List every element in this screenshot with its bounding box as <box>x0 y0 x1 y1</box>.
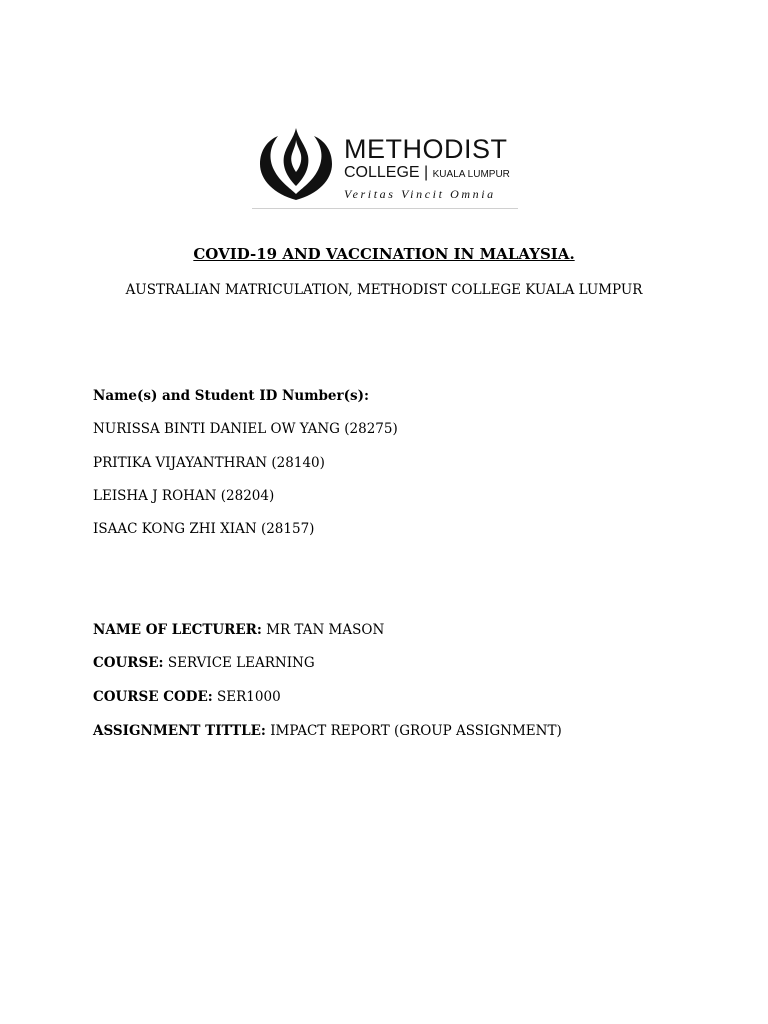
course-code-line <box>93 689 281 705</box>
document-title: COVID-19 AND VACCINATION IN MALAYSIA. <box>193 245 575 263</box>
course-line <box>93 655 315 671</box>
assignment-title-value: IMPACT REPORT (GROUP ASSIGNMENT) <box>270 723 562 739</box>
student-3: LEISHA J ROHAN (28204) <box>93 488 275 504</box>
logo-name: METHODIST <box>344 134 508 164</box>
document-subtitle: AUSTRALIAN MATRICULATION, METHODIST COLLEGE KUALA LUMPUR <box>125 282 643 298</box>
lecturer-value: MR TAN MASON <box>266 622 385 638</box>
logo-college: COLLEGE | KUALA LUMPUR <box>344 164 510 181</box>
course-value: SERVICE LEARNING <box>167 655 315 671</box>
lecturer-label: NAME OF LECTURER: <box>93 622 262 638</box>
assignment-title-label: ASSIGNMENT TITTLE: <box>93 723 266 739</box>
course-code-value: SER1000 <box>217 689 281 705</box>
student-1: NURISSA BINTI DANIEL OW YANG (28275) <box>93 421 398 437</box>
students-heading: Name(s) and Student ID Number(s): <box>93 388 369 404</box>
assignment-title-line <box>93 723 562 739</box>
flame-emblem-icon <box>254 122 338 206</box>
course-code-label: COURSE CODE: <box>93 689 213 705</box>
logo-divider <box>252 208 518 209</box>
course-label: COURSE: <box>93 655 164 671</box>
logo-motto: Veritas Vincit Omnia <box>344 187 496 201</box>
lecturer-line <box>93 622 384 638</box>
student-2: PRITIKA VIJAYANTHRAN (28140) <box>93 455 325 471</box>
college-logo <box>252 122 518 210</box>
student-4: ISAAC KONG ZHI XIAN (28157) <box>93 521 315 537</box>
